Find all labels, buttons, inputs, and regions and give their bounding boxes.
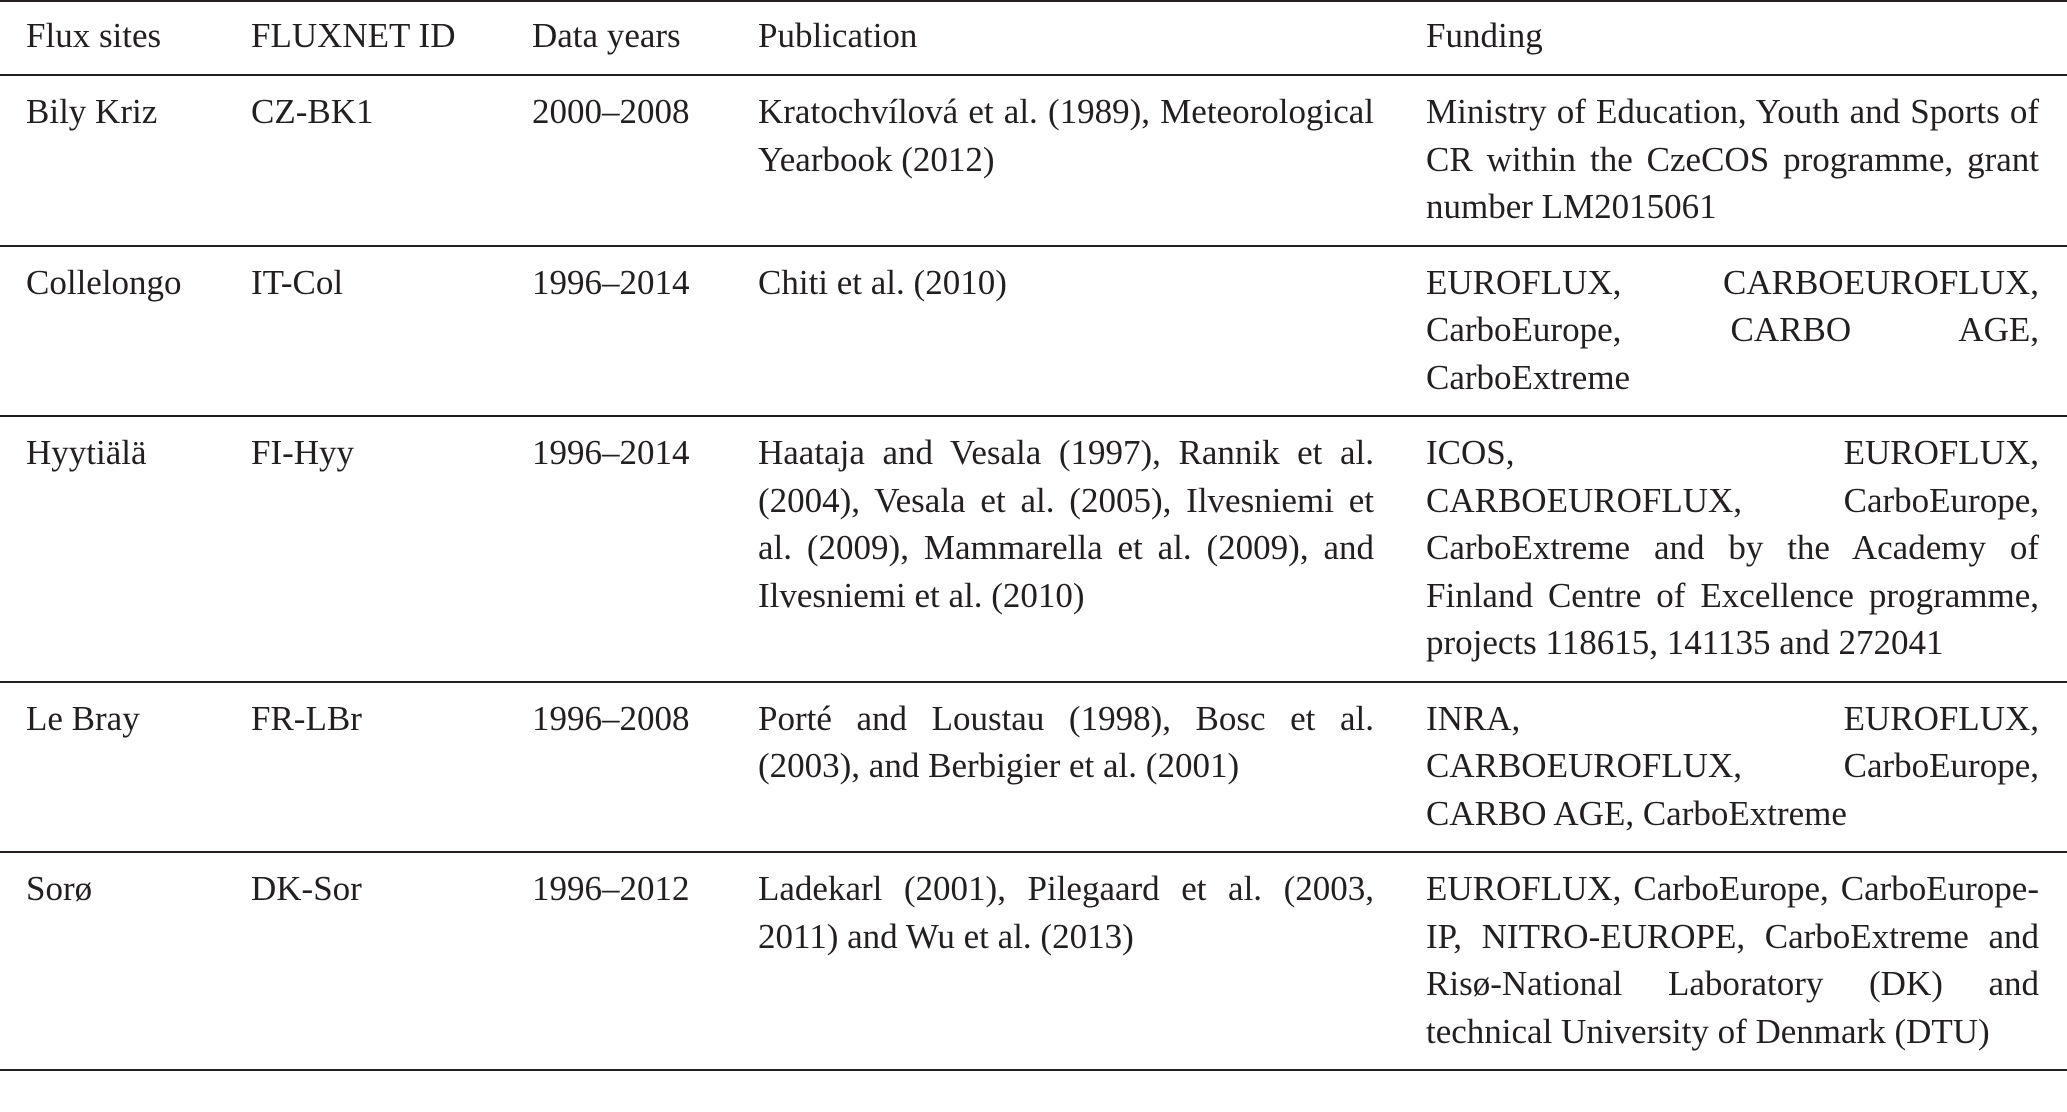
cell-data-years: 2000–2008 xyxy=(532,92,690,131)
header-publication: Publication xyxy=(758,16,918,55)
cell-fluxnet-id: FI-Hyy xyxy=(251,433,355,472)
cell-flux-site: Sorø xyxy=(26,869,93,908)
table-row xyxy=(0,416,2067,682)
cell-data-years: 1996–2008 xyxy=(532,698,690,738)
cell-flux-site: Le Bray xyxy=(26,698,140,738)
cell-fluxnet-id: FR-LBr xyxy=(251,698,362,738)
cell-flux-site: Bily Kriz xyxy=(26,92,158,131)
cell-data-years: 1996–2012 xyxy=(532,869,690,908)
table-header xyxy=(0,1,2067,75)
cell-publication: Chiti et al. (2010) xyxy=(758,262,1007,302)
table-row xyxy=(0,75,2067,246)
header-data-years: Data years xyxy=(532,16,681,55)
table-row xyxy=(0,682,2067,853)
cell-flux-site: Collelongo xyxy=(26,262,182,302)
table-row xyxy=(0,852,2067,1070)
cell-publication: Haataja and Vesala (1997), Rannik et al. (2004), Vesala et al. (2005), Ilvesniemi et al. (2009), Mammarella et al. (2009), and Ilvesniemi et al. (2010) xyxy=(758,433,1374,615)
header-fluxnet-id: FLUXNET ID xyxy=(251,16,456,55)
cell-flux-site: Hyytiälä xyxy=(26,433,147,472)
cell-funding: EUROFLUX, CARBOEUROFLUX, CarboEurope, CARBO AGE, CarboExtreme xyxy=(1426,262,2039,397)
cell-publication: Kratochvílová et al. (1989), Meteorological Yearbook (2012) xyxy=(758,92,1374,179)
cell-funding: EUROFLUX, CarboEurope, CarboEurope-IP, NITRO-EUROPE, CarboExtreme and Risø-National Laboratory (DK) and technical University of Denmark (DTU) xyxy=(1426,869,2039,1051)
header-flux-sites: Flux sites xyxy=(26,16,162,55)
cell-fluxnet-id: DK-Sor xyxy=(251,869,362,908)
header-funding: Funding xyxy=(1426,16,1543,55)
table-row xyxy=(0,246,2067,417)
cell-fluxnet-id: IT-Col xyxy=(251,262,344,302)
header-row xyxy=(0,1,2067,75)
cell-data-years: 1996–2014 xyxy=(532,433,690,472)
cell-funding: ICOS, EUROFLUX, CARBOEUROFLUX, CarboEurope, CarboExtreme and by the Academy of Finland Centre of Excellence programme, projects 118615, 141135 and 272041 xyxy=(1426,433,2039,662)
table-body xyxy=(0,75,2067,1070)
cell-publication: Porté and Loustau (1998), Bosc et al. (2003), and Berbigier et al. (2001) xyxy=(758,698,1374,785)
cell-funding: INRA, EUROFLUX, CARBOEUROFLUX, CarboEurope, CARBO AGE, CarboExtreme xyxy=(1426,698,2039,833)
cell-publication: Ladekarl (2001), Pilegaard et al. (2003, 2011) and Wu et al. (2013) xyxy=(758,869,1374,956)
cell-fluxnet-id: CZ-BK1 xyxy=(251,92,374,131)
cell-funding: Ministry of Education, Youth and Sports of CR within the CzeCOS programme, grant number LM2015061 xyxy=(1426,92,2039,226)
cell-data-years: 1996–2014 xyxy=(532,262,690,302)
